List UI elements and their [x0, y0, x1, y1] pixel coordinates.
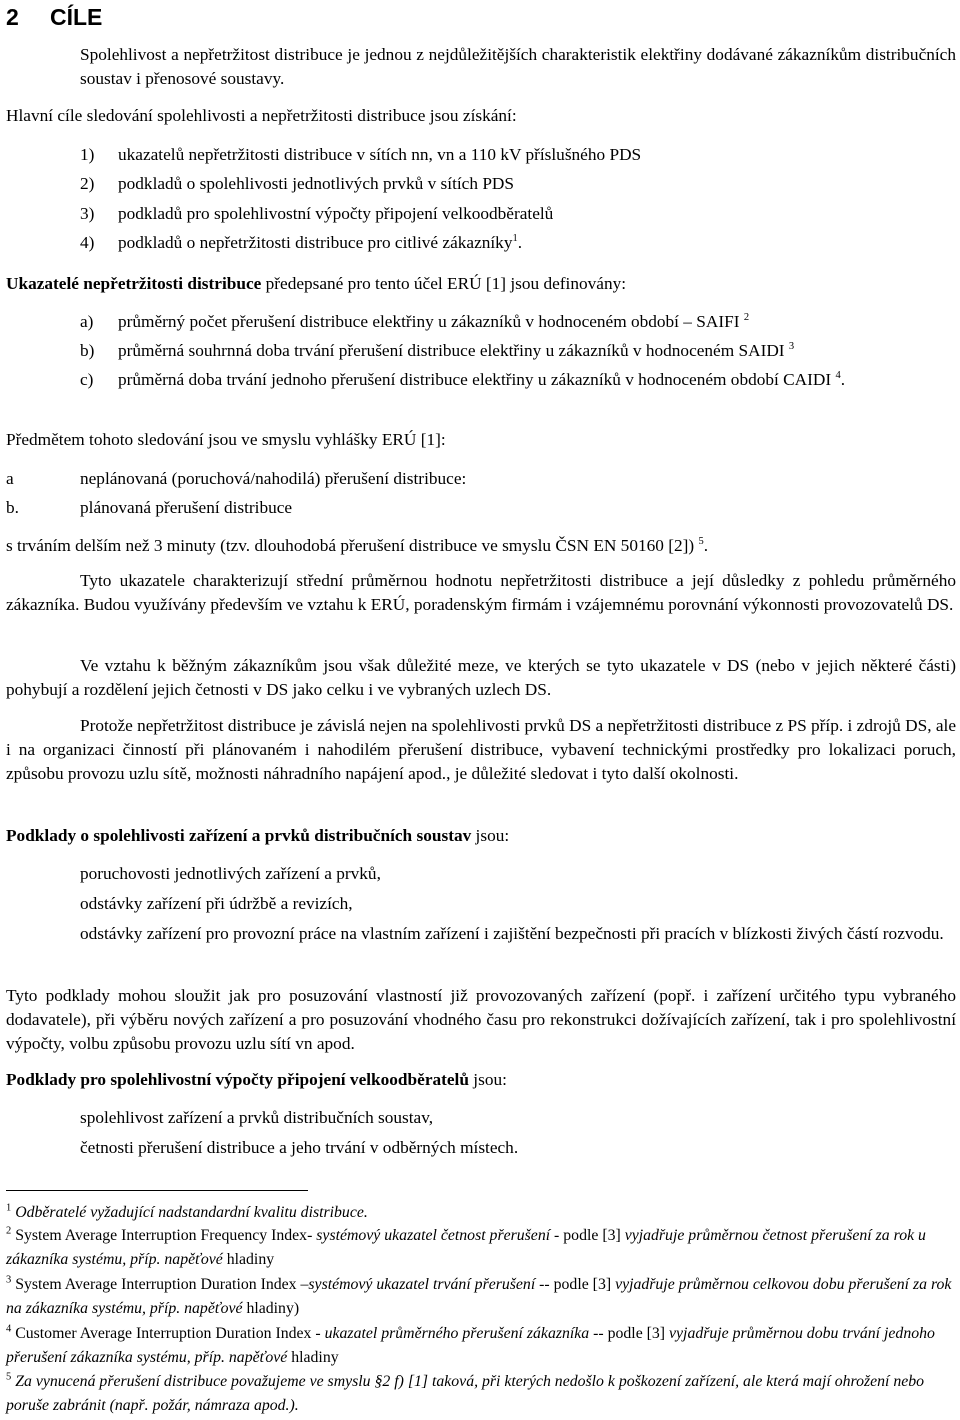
indicator-text: průměrná doba trvání jednoho přerušení distribuce elektřiny u zákazníků v hodnoceném období CAIDI $^4$.	[118, 370, 846, 389]
goal-number: 3)	[80, 204, 95, 223]
subject-lead: Předmětem tohoto sledování jsou ve smyslu vyhlášky ERÚ [1]:	[6, 430, 446, 449]
indicator-label: a)	[80, 312, 94, 331]
calc-lead: Podklady pro spolehlivostní výpočty připojení velkoodběratelů jsou:	[6, 1070, 507, 1089]
goals-lead: Hlavní cíle sledování spolehlivosti a nepřetržitosti distribuce jsou získání:	[6, 106, 517, 125]
footnote-5: $^5$ Za vynucená přerušení distribuce považujeme ve smyslu §2 f) [1] taková, při kterých nedošlo k poškození zařízení, ale která mají ohrožení nebo poruše zabránit (např. požár, námraza apod.).	[6, 1371, 925, 1414]
subject-label: b.	[6, 498, 19, 517]
intro-paragraph: Spolehlivost a nepřetržitost distribuce je jednou z nejdůležitějších charakteristik elektřiny dodávané zákazníkům distribučních soustav i přenosové soustavy.	[80, 45, 956, 88]
reliability-item: odstávky zařízení pro provozní práce na vlastním zařízení i zajištění bezpečnosti při pracích v blízkosti živých částí rozvodu.	[80, 924, 944, 943]
section-title: CÍLE	[50, 4, 103, 30]
reliability-lead: Podklady o spolehlivosti zařízení a prvků distribučních soustav jsou:	[6, 826, 510, 845]
indicator-text: průměrný počet přerušení distribuce elektřiny u zákazníků v hodnoceném období – SAIFI $^2$	[118, 312, 750, 331]
paragraph-3: Protože nepřetržitost distribuce je závislá nejen na spolehlivosti prvků DS a nepřetržitosti distribuce z PS příp. i zdrojů DS, ale i na organizaci činností při plánovaném i nahodilém přerušení distribuce, vybavení technickými prostředky pro lokalizaci poruch, způsobu provozu uzlu sítě, možnosti náhradního napájení apod., je důležité sledovat i tyto další okolnosti.	[6, 716, 956, 783]
footnote-2: $^2$ System Average Interruption Frequency Index- systémový ukazatel četnost přerušení - podle [3] vyjadřuje průměrnou četnost přerušení za rok u zákazníka systému, příp. napěťové hladiny	[6, 1225, 926, 1268]
subject-text: neplánovaná (poruchová/nahodilá) přerušení distribuce:	[80, 469, 467, 488]
footnote-4: $^4$ Customer Average Interruption Duration Index - ukazatel průměrného přerušení zákazníka -- podle [3] vyjadřuje průměrnou dobu trvání jednoho přerušení zákazníka systému, příp. napěťové hladiny	[6, 1323, 935, 1366]
indicator-label: b)	[80, 341, 95, 360]
footnote-3: $^3$ System Average Interruption Duration Index –systémový ukazatel trvání přerušení -- podle [3] vyjadřuje průměrnou celkovou dobu přerušení za rok na zákazníka systému, příp. napěťové hladiny)	[6, 1274, 952, 1317]
footnote-1: $^1$ Odběratelé vyžadující nadstandardní kvalitu distribuce.	[6, 1202, 368, 1221]
calc-item: četnosti přerušení distribuce a jeho trvání v odběrných místech.	[80, 1138, 519, 1157]
goal-text: ukazatelů nepřetržitosti distribuce v sítích nn, vn a 110 kV příslušného PDS	[118, 145, 642, 164]
paragraph-2: Ve vztahu k běžným zákazníkům jsou však důležité meze, ve kterých se tyto ukazatele v DS (nebo v jejich některé části) pohybují a rozdělení jejich četnosti v DS jako celku i ve vybraných uzlech DS.	[6, 656, 956, 699]
subject-text: plánovaná přerušení distribuce	[80, 498, 293, 517]
subject-label: a	[6, 469, 14, 488]
footnote-separator	[6, 1190, 308, 1191]
goal-text: podkladů pro spolehlivostní výpočty připojení velkoodběratelů	[118, 204, 554, 223]
paragraph-1: Tyto ukazatele charakterizují střední průměrnou hodnotu nepřetržitosti distribuce a její důsledky z pohledu průměrného zákazníka. Budou využívány především ve vztahu k ERÚ, poradenským firmám i vzájemnému porovnání výkonnosti provozovatelů DS.	[6, 571, 956, 614]
indicators-lead: Ukazatelé nepřetržitosti distribuce předepsané pro tento účel ERÚ [1] jsou definovány:	[6, 274, 627, 293]
goal-number: 2)	[80, 174, 95, 193]
duration-note: s trváním delším než 3 minuty (tzv. dlouhodobá přerušení distribuce ve smyslu ČSN EN 50160 [2]) $^5$.	[6, 536, 709, 555]
calc-item: spolehlivost zařízení a prvků distribučních soustav,	[80, 1108, 434, 1127]
goal-text: podkladů o spolehlivosti jednotlivých prvků v sítích PDS	[118, 174, 515, 193]
goal-number: 4)	[80, 233, 95, 252]
section-heading	[6, 2, 956, 32]
goal-number: 1)	[80, 145, 95, 164]
section-number: 2	[6, 4, 19, 30]
goal-text: podkladů o nepřetržitosti distribuce pro citlivé zákazníky$^1$.	[118, 233, 523, 252]
reliability-item: odstávky zařízení při údržbě a revizích,	[80, 894, 353, 913]
indicator-text: průměrná souhrnná doba trvání přerušení distribuce elektřiny u zákazníků v hodnoceném SAIDI $^3$	[118, 341, 795, 360]
footnote-ref: 1	[512, 233, 518, 245]
paragraph-4: Tyto podklady mohou sloužit jak pro posuzování vlastností již provozovaných zařízení (popř. i zařízení určitého typu vybraného dodavatele), při výběru nových zařízení a pro posuzování vhodného času pro rekonstrukci dožívajících zařízení, tak i pro spolehlivostní výpočty, volbu způsobu provozu uzlu sítí vn apod.	[6, 986, 956, 1053]
indicator-label: c)	[80, 370, 94, 389]
reliability-item: poruchovosti jednotlivých zařízení a prvků,	[80, 864, 381, 883]
